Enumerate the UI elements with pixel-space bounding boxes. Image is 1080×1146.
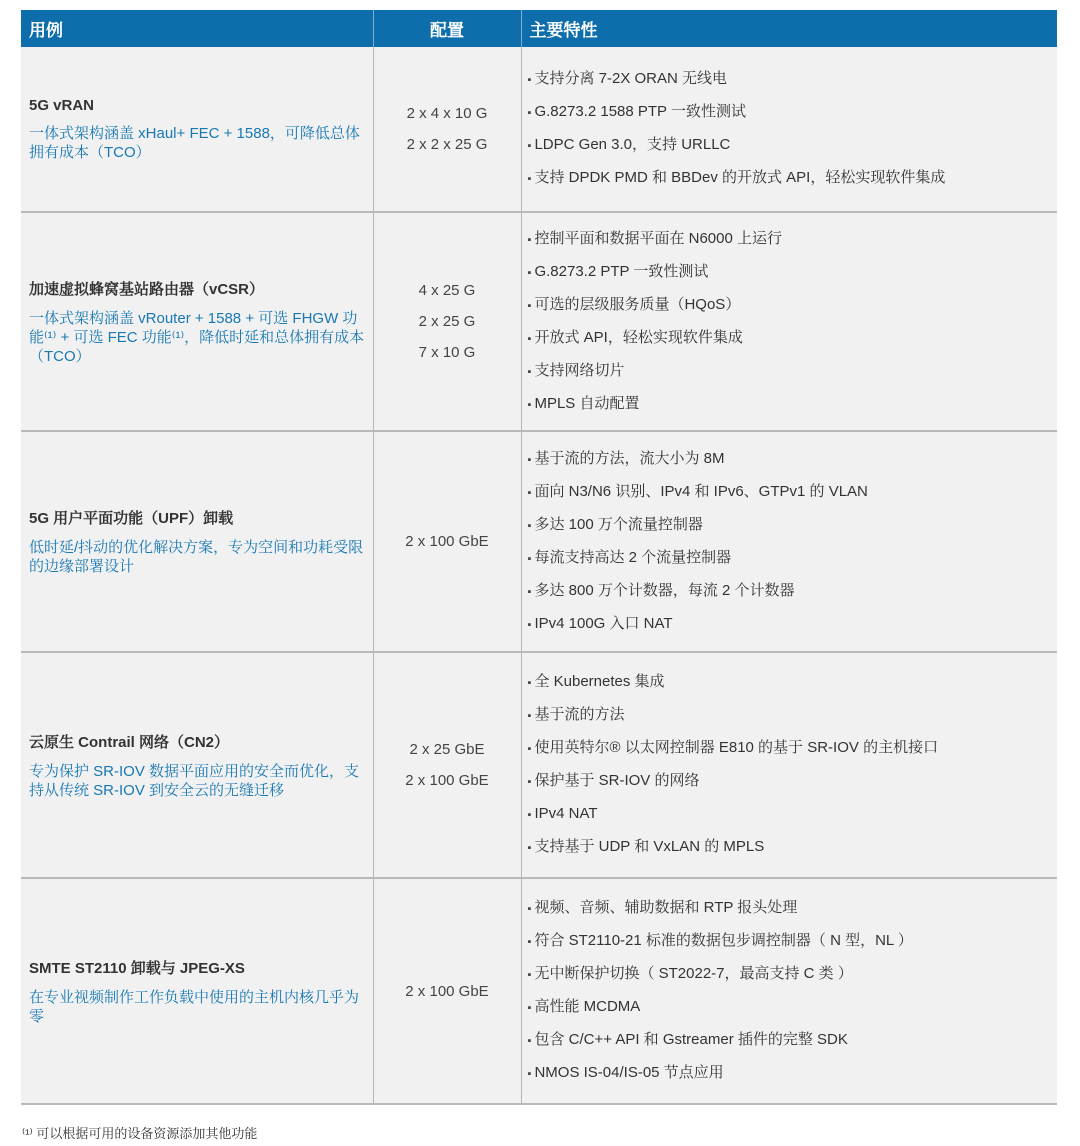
config-cell xyxy=(373,652,521,878)
usecase-description: 低时延/抖动的优化解决方案，专为空间和功耗受限的边缘部署设计 xyxy=(29,539,364,575)
feature-item: ▪ 符合 ST2110-21 标准的数据包步调控制器（ N 型，NL ） xyxy=(528,925,1057,958)
table-row xyxy=(21,212,1057,431)
feature-item: ▪ G.8273.2 1588 PTP 一致性测试 xyxy=(528,96,1057,129)
usecase-title: SMTE ST2110 卸载与 JPEG-XS xyxy=(29,959,245,977)
feature-item: ▪ 支持 DPDK PMD 和 BBDev 的开放式 API，轻松实现软件集成 xyxy=(528,162,1057,195)
feature-item: ▪ 多达 800 万个计数器，每流 2 个计数器 xyxy=(528,575,1057,608)
feature-item: ▪ 每流支持高达 2 个流量控制器 xyxy=(528,542,1057,575)
feature-item: ▪ 可选的层级服务质量（HQoS） xyxy=(528,289,1057,322)
features-cell xyxy=(521,652,1057,878)
config-value: 7 x 10 G xyxy=(418,344,476,361)
features-cell xyxy=(521,47,1057,212)
header-features: 主要特性 xyxy=(521,10,1057,47)
usecase-cell xyxy=(21,47,373,212)
feature-item: ▪ 控制平面和数据平面在 N6000 上运行 xyxy=(528,223,1057,256)
feature-item: ▪ 使用英特尔® 以太网控制器 E810 的基于 SR-IOV 的主机接口 xyxy=(528,732,1057,765)
table-row xyxy=(21,652,1057,878)
config-value: 2 x 25 G xyxy=(418,313,476,330)
feature-item: ▪ MPLS 自动配置 xyxy=(528,388,1057,421)
features-cell xyxy=(521,878,1057,1104)
config-value: 2 x 100 GbE xyxy=(405,533,489,550)
config-value: 2 x 25 GbE xyxy=(409,741,485,758)
usecase-title: 5G vRAN xyxy=(29,96,95,114)
usecase-cell xyxy=(21,878,373,1104)
feature-item: ▪ 支持分离 7-2X ORAN 无线电 xyxy=(528,63,1057,96)
header-usecase: 用例 xyxy=(21,10,373,47)
config-cell xyxy=(373,431,521,652)
use-case-table xyxy=(21,10,1057,1105)
config-value: 4 x 25 G xyxy=(418,282,476,299)
config-value: 2 x 100 GbE xyxy=(405,772,489,789)
feature-item: ▪ 包含 C/C++ API 和 Gstreamer 插件的完整 SDK xyxy=(528,1024,1057,1057)
usecase-title: 5G 用户平面功能（UPF）卸载 xyxy=(29,510,234,527)
feature-item: ▪ 高性能 MCDMA xyxy=(528,991,1057,1024)
config-value: 2 x 4 x 10 G xyxy=(406,105,488,122)
feature-item: ▪ 多达 100 万个流量控制器 xyxy=(528,509,1057,542)
feature-item: ▪ G.8273.2 PTP 一致性测试 xyxy=(528,256,1057,289)
usecase-cell xyxy=(21,212,373,431)
feature-item: ▪ IPv4 NAT xyxy=(528,798,1057,831)
table-row xyxy=(21,878,1057,1104)
feature-item: ▪ 基于流的方法，流大小为 8M xyxy=(528,443,1057,476)
header-config: 配置 xyxy=(373,10,521,47)
usecase-description: 一体式架构涵盖 xHaul+ FEC + 1588，可降低总体拥有成本（TCO） xyxy=(29,124,360,161)
feature-item: ▪ 保护基于 SR-IOV 的网络 xyxy=(528,765,1057,798)
features-cell xyxy=(521,431,1057,652)
table-row xyxy=(21,431,1057,652)
feature-item: ▪ NMOS IS-04/IS-05 节点应用 xyxy=(528,1057,1057,1090)
usecase-title: 加速虚拟蜂窝基站路由器（vCSR） xyxy=(29,280,265,298)
footnote: ⁽¹⁾ 可以根据可用的设备资源添加其他功能 xyxy=(22,1126,258,1141)
feature-item: ▪ 开放式 API，轻松实现软件集成 xyxy=(528,322,1057,355)
feature-item: ▪ 视频、音频、辅助数据和 RTP 报头处理 xyxy=(528,892,1057,925)
feature-item: ▪ 支持网络切片 xyxy=(528,355,1057,388)
features-cell xyxy=(521,212,1057,431)
config-value: 2 x 2 x 25 G xyxy=(406,136,488,153)
usecase-cell xyxy=(21,431,373,652)
usecase-description: 在专业视频制作工作负载中使用的主机内核几乎为零 xyxy=(29,988,360,1025)
usecase-description: 专为保护 SR-IOV 数据平面应用的安全而优化，支持从传统 SR-IOV 到安全云的无缝迁移 xyxy=(29,762,360,799)
feature-item: ▪ 全 Kubernetes 集成 xyxy=(528,666,1057,699)
feature-item: ▪ 面向 N3/N6 识别、IPv4 和 IPv6、GTPv1 的 VLAN xyxy=(528,476,1057,509)
usecase-title: 云原生 Contrail 网络（CN2） xyxy=(29,733,230,751)
table-header xyxy=(21,10,1057,47)
config-value: 2 x 100 GbE xyxy=(405,982,489,1000)
feature-item: ▪ LDPC Gen 3.0，支持 URLLC xyxy=(528,129,1057,162)
config-cell xyxy=(373,878,521,1104)
feature-item: ▪ IPv4 100G 入口 NAT xyxy=(528,608,1057,641)
feature-item: ▪ 支持基于 UDP 和 VxLAN 的 MPLS xyxy=(528,831,1057,864)
usecase-description: 一体式架构涵盖 vRouter + 1588 + 可选 FHGW 功能⁽¹⁾ + 可选 FEC 功能⁽¹⁾，降低时延和总体拥有成本（TCO） xyxy=(29,309,365,365)
config-cell xyxy=(373,212,521,431)
feature-item: ▪ 无中断保护切换（ ST2022-7，最高支持 C 类 ） xyxy=(528,958,1057,991)
usecase-cell xyxy=(21,652,373,878)
table-row xyxy=(21,47,1057,212)
feature-item: ▪ 基于流的方法 xyxy=(528,699,1057,732)
config-cell xyxy=(373,47,521,212)
